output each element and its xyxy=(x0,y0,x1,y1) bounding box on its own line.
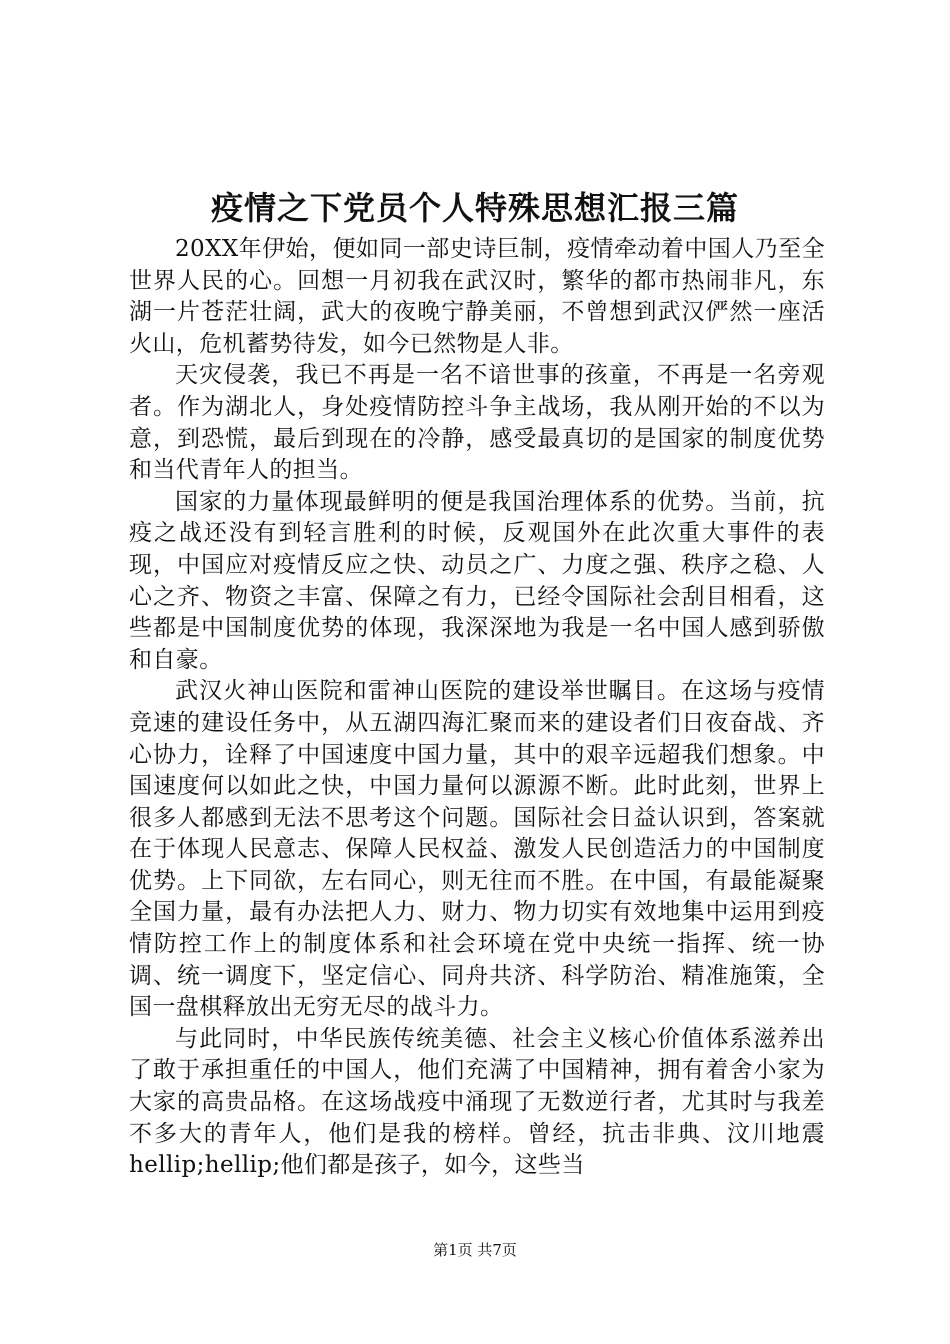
document-title: 疫情之下党员个人特殊思想汇报三篇 xyxy=(210,189,739,227)
paragraph-1: 20XX年伊始，便如同一部史诗巨制，疫情牵动着中国人乃至全世界人民的心。回想一月初我在武汉时，繁华的都市热闹非凡，东湖一片苍茫壮阔，武大的夜晚宁静美丽，不曾想到武汉俨然一座活火山，危机蓄势待发，如今已然物是人非。 xyxy=(129,236,825,357)
paragraph-4: 武汉火神山医院和雷神山医院的建设举世瞩目。在这场与疫情竞速的建设任务中，从五湖四海汇聚而来的建设者们日夜奋战、齐心协力，诠释了中国速度中国力量，其中的艰辛远超我们想象。中国速度何以如此之快，中国力量何以源源不断。此时此刻，世界上很多人都感到无法不思考这个问题。国际社会日益认识到，答案就在于体现人民意志、保障人民权益、激发人民创造活力的中国制度优势。上下同欲，左右同心，则无往而不胜。在中国，有最能凝聚全国力量，最有办法把人力、财力、物力切实有效地集中运用到疫情防控工作上的制度体系和社会环境在党中央统一指挥、统一协调、统一调度下，坚定信心、同舟共济、科学防治、精准施策，全国一盘棋释放出无穷无尽的战斗力。 xyxy=(129,678,825,1021)
document-body xyxy=(129,234,825,1182)
paragraph-3: 国家的力量体现最鲜明的便是我国治理体系的优势。当前，抗疫之战还没有到轻言胜利的时候，反观国外在此次重大事件的表现，中国应对疫情反应之快、动员之广、力度之强、秩序之稳、人心之齐、物资之丰富、保障之有力，已经令国际社会刮目相看，这些都是中国制度优势的体现，我深深地为我是一名中国人感到骄傲和自豪。 xyxy=(129,488,825,673)
paragraph-5: 与此同时，中华民族传统美德、社会主义核心价值体系滋养出了敢于承担重任的中国人，他们充满了中国精神，拥有着舍小家为大家的高贵品格。在这场战疫中涌现了无数逆行者，尤其时与我差不多大的青年人，他们是我的榜样。曾经，抗击非典、汶川地震hellip;hellip;他们都是孩子，如今，这些当 xyxy=(129,1025,825,1179)
paragraph-2: 天灾侵袭，我已不再是一名不谙世事的孩童，不再是一名旁观者。作为湖北人，身处疫情防控斗争主战场，我从刚开始的不以为意，到恐慌，最后到现在的冷静，感受最真切的是国家的制度优势和当代青年人的担当。 xyxy=(129,362,825,484)
page-number-footer: 第1页 共7页 xyxy=(433,1241,517,1259)
